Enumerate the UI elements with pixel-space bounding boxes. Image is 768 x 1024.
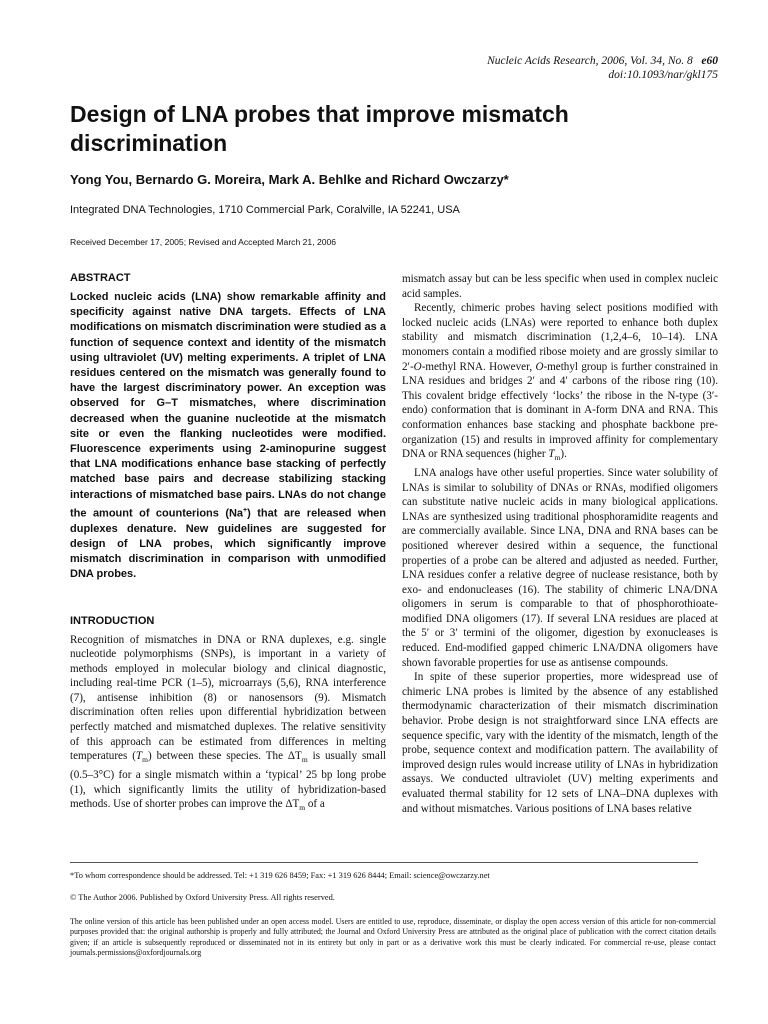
tm-subscript: m <box>301 755 308 765</box>
intro-text-part3: is usually small (0.5–3°C) for a single mismatch within a ‘typical’ 25 bp long probe (1), which significantly limits the utility of hybridization-based methods. Use of shorter probes can improve the ΔT <box>70 750 386 811</box>
journal-header <box>487 54 718 82</box>
sodium-superscript: + <box>243 506 248 514</box>
intro-text-part4: of a <box>305 798 325 811</box>
paper-title: Design of LNA probes that improve mismatch discrimination <box>70 101 569 156</box>
abstract-text-part2: ) that are released when duplexes denature. New guidelines are suggested for design of LNA probes, which significantly improve mismatch discrimination in comparison with unmodified DNA probes. <box>70 507 387 581</box>
introduction-heading: INTRODUCTION <box>70 614 155 627</box>
lna-properties-paragraph: LNA analogs have other useful properties. Since water solubility of LNAs is similar to solubility of DNAs or RNAs, modified oligomers can substitute native nucleic acids in many biological applications. LNAs are synthesized using traditional phosphoramidite reagents and are commercially available. Since LNA, DNA and RNA bases can be positioned wherever desired within a sequence, the functional properties of a probe can be altered and adjusted as needed. Further, LNA residues confer a relative degree of nuclease resistance, both by exo- and endonucleases (16). The stability of chimeric LNA/DNA oligomers in serum is comparable to that of phosphorothioate-modified DNA oligomers (17). If several LNA residues are placed at the 5′ or 3′ termini of the oligomer, digestion by exonucleases is reduced. End-modified gapped chimeric LNA/DNA oligomers have shown favorable properties for use as antisense compounds. <box>402 466 718 669</box>
abstract-heading: ABSTRACT <box>70 272 131 284</box>
journal-citation <box>487 54 718 68</box>
intro-text-part2: ) between these species. The ΔT <box>147 750 302 763</box>
license-notice: The online version of this article has been published under an open access model. Users are entitled to use, reproduce, disseminate, or display the open access version of this article for non-commercial purposes provided that: the original authorship is properly and fully attributed; the Journal and Oxford University Press are attributed as the original place of publication with the correct citation details given; if an article is subsequently reproduced or disseminated not in its entirety but only in part or as a derivative work this must be clearly indicated. For commercial re-use, please contact journals.permissions@oxfordjournals.org <box>70 917 716 958</box>
article-id: e60 <box>701 55 718 67</box>
footer-divider <box>70 862 698 863</box>
tm-symbol: T <box>135 750 143 763</box>
tm-symbol: T <box>548 448 555 461</box>
author-list: Yong You, Bernardo G. Moreira, Mark A. Behlke and Richard Owczarzy* <box>70 172 509 187</box>
right-column <box>402 272 718 816</box>
continuation-paragraph: mismatch assay but can be less specific when used in complex nucleic acid samples. <box>402 273 718 300</box>
correspondence-note: *To whom correspondence should be addressed. Tel: +1 319 626 8459; Fax: +1 319 626 8444; Email: science@owczarzy.net <box>70 871 490 880</box>
tm-subscript: m <box>299 803 306 813</box>
study-motivation-paragraph: In spite of these superior properties, more widespread use of chimeric LNA probes is limited by the absence of any established thermodynamic characterization of their mismatch discrimination behavior. Probe design is not straightforward since LNA effects are sequence specific, vary with the identity of the mismatch, length of the probe, sequence context and modification pattern. The availability of improved design rules would increase utility of LNAs in hybridization assays. We conducted ultraviolet (UV) melting experiments and evaluated thermal stability for 12 sets of LNA–DNA duplexes with and without mismatches. Various positions of LNA bases relative <box>402 671 718 815</box>
tm-subscript: m <box>142 755 148 765</box>
para2-part4: ). <box>560 448 567 461</box>
para2-part1: Recently, chimeric probes having select positions modified with locked nucleic acids (LNAs) were reported to enhance both duplex stability and mismatch discrimination (1,2,4–6, 10–14). LNA monomers contain a modified ribose moiety and are grossly similar to 2′- <box>402 302 718 373</box>
abstract-text-part1: Locked nucleic acids (LNA) show remarkable affinity and specificity against native DNA targets. Effects of LNA modifications on mismatch discrimination were studied as a function of sequence context and identity of the mismatch using ultraviolet (UV) melting experiments. A triplet of LNA residues centered on the mismatch was generally found to have the largest discriminatory power. An exception was observed for G–T mismatches, where discrimination decreased when the guanine nucleotide at the mismatch site or even the flanking nucleotides were modified. Fluorescence experiments using 2-aminopurine suggest that LNA modifications enhance base stacking of perfectly matched base pairs and decrease stabilizing stacking interactions of mismatched base pairs. LNAs do not change the amount of counterions (Na <box>70 291 386 520</box>
introduction-paragraph <box>70 633 386 817</box>
para2-part3: -methyl group is further constrained in LNA residues and bridges 2′ and 4′ carbons of the ribose ring (10). This covalent bridge effectively ‘locks’ the ribose in the N-type (3′-endo) conformation that is dominant in A-form DNA and RNA. This conformation enhances base stacking and phosphate backbone pre-organization (15) and results in improved affinity for complementary DNA or RNA sequences (higher <box>402 360 718 461</box>
tm-subscript: m <box>554 453 561 463</box>
abstract-text <box>70 290 386 583</box>
affiliation: Integrated DNA Technologies, 1710 Commercial Park, Coralville, IA 52241, USA <box>70 204 460 216</box>
intro-text-part1: Recognition of mismatches in DNA or RNA duplexes, e.g. single nucleotide polymorphisms (SNPs), is important in a variety of methods employed in molecular biology and clinical diagnostic, including real-time PCR (1–5), microarrays (5,6), RNA interference (7), antisense inhibition (8) or nanosensors (9). Mismatch discrimination often relies upon differential hybridization between perfectly matched and mismatched duplexes. The relative sensitivity of this approach can be estimated from differences in melting temperatures ( <box>70 633 386 763</box>
journal-line: Nucleic Acids Research, 2006, Vol. 34, No. 8 <box>487 55 693 67</box>
o-methyl-o: O <box>413 360 422 373</box>
doi: doi:10.1093/nar/gkl175 <box>608 69 718 81</box>
received-dates: Received December 17, 2005; Revised and Accepted March 21, 2006 <box>70 237 337 247</box>
lna-structure-paragraph <box>402 301 718 466</box>
para2-part2: -methyl RNA. However, <box>421 360 536 373</box>
o-methyl-o: O <box>535 360 544 373</box>
copyright-notice: © The Author 2006. Published by Oxford University Press. All rights reserved. <box>70 893 335 902</box>
left-column <box>70 272 386 816</box>
